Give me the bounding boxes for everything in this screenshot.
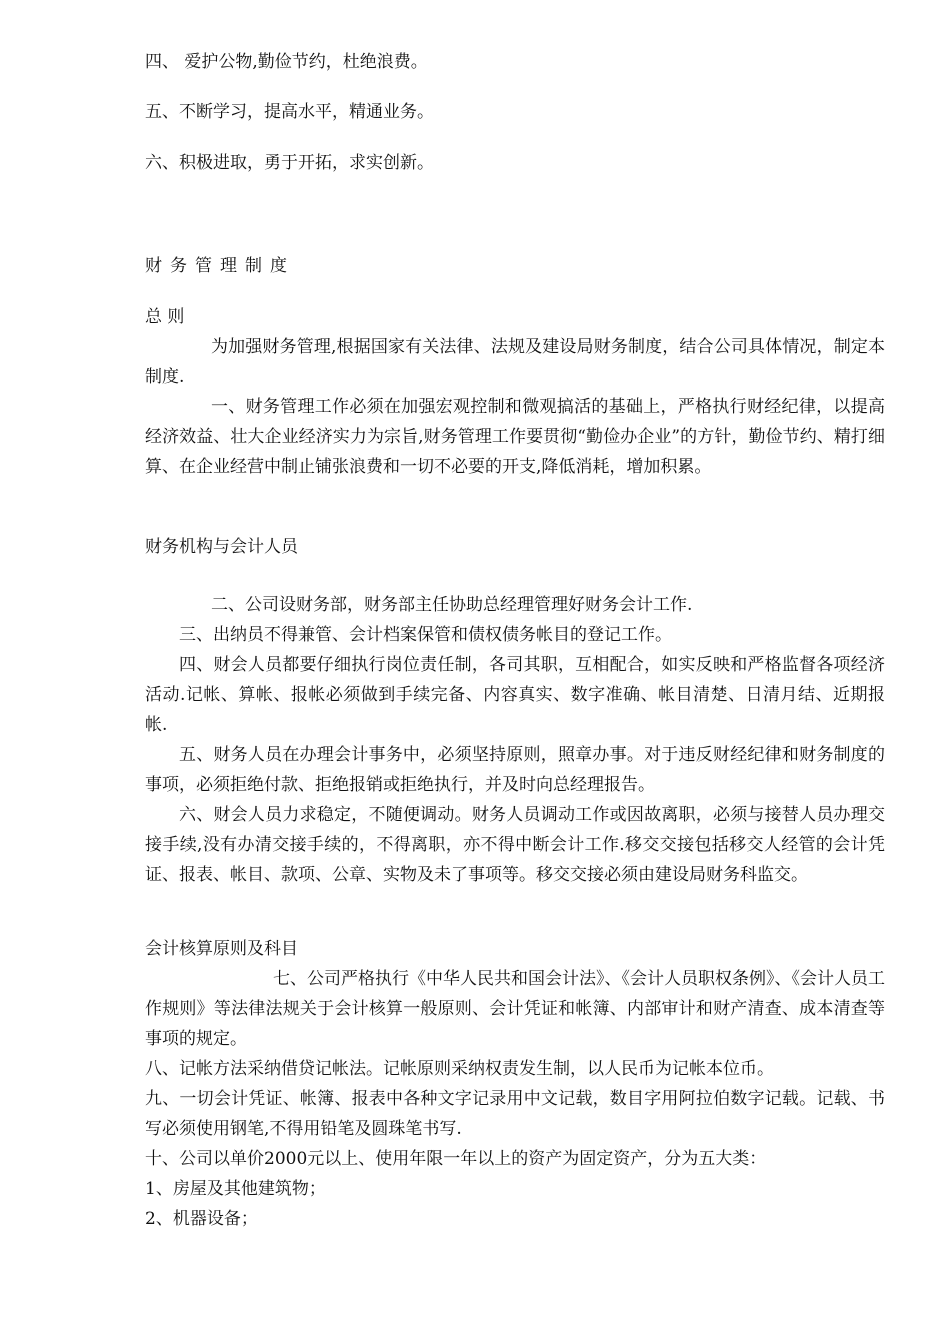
paragraph-intro: 为加强财务管理,根据国家有关法律、法规及建设局财务制度，结合公司具体情况，制定本制度. <box>145 337 885 387</box>
document-title: 财务管理制度 <box>145 256 295 276</box>
list-item-4: 四、 爱护公物,勤俭节约，杜绝浪费。 <box>145 52 428 72</box>
section-heading-accounting: 会计核算原则及科目 <box>145 939 298 959</box>
paragraph-6: 六、财会人员力求稳定，不随便调动。财务人员调动工作或因故离职，必须与接替人员办理交接手续,没有办清交接手续的，不得离职，亦不得中断会计工作.移交交接包括移交人经管的会计凭证、报表、帐目、款项、公章、实物及未了事项等。移交交接必须由建设局财务科监交。 <box>145 805 885 885</box>
organization-section <box>145 590 885 890</box>
list-item-fixed-asset-1: 1、房屋及其他建筑物； <box>145 1179 326 1199</box>
paragraph-9: 九、一切会计凭证、帐簿、报表中各种文字记录用中文记载，数目字用阿拉伯数字记载。记载、书写必须使用钢笔,不得用铅笔及圆珠笔书写. <box>145 1089 885 1139</box>
list-item-fixed-asset-2: 2、机器设备； <box>145 1209 258 1229</box>
paragraph-7: 七、公司严格执行《中华人民共和国会计法》、《会计人员职权条例》、《会计人员工作规则》等法律法规关于会计核算一般原则、会计凭证和帐簿、内部审计和财产清查、成本清查等事项的规定。 <box>145 969 885 1049</box>
list-item-5: 五、不断学习，提高水平，精通业务。 <box>145 102 434 122</box>
general-heading: 总 则 <box>145 307 185 327</box>
accounting-section <box>145 964 885 1234</box>
paragraph-8: 八、记帐方法采纳借贷记帐法。记帐原则采纳权责发生制，以人民币为记帐本位币。 <box>145 1059 774 1079</box>
list-item-6: 六、积极进取，勇于开拓，求实创新。 <box>145 153 434 173</box>
general-section <box>145 332 885 482</box>
paragraph-10: 十、公司以单价2000元以上、使用年限一年以上的资产为固定资产，分为五大类： <box>145 1149 767 1169</box>
paragraph-3: 三、出纳员不得兼管、会计档案保管和债权债务帐目的登记工作。 <box>179 625 672 645</box>
paragraph-2: 二、公司设财务部，财务部主任协助总经理管理好财务会计工作. <box>211 595 693 615</box>
paragraph-5: 五、财务人员在办理会计事务中，必须坚持原则，照章办事。对于违反财经纪律和财务制度的事项，必须拒绝付款、拒绝报销或拒绝执行，并及时向总经理报告。 <box>145 745 885 795</box>
paragraph-4: 四、财会人员都要仔细执行岗位责任制，各司其职，互相配合，如实反映和严格监督各项经济活动.记帐、算帐、报帐必须做到手续完备、内容真实、数字准确、帐目清楚、日清月结、近期报帐. <box>145 655 885 735</box>
section-heading-organization: 财务机构与会计人员 <box>145 537 298 557</box>
paragraph-1: 一、财务管理工作必须在加强宏观控制和微观搞活的基础上，严格执行财经纪律，以提高经济效益、壮大企业经济实力为宗旨,财务管理工作要贯彻“勤俭办企业”的方针，勤俭节约、精打细算、在企业经营中制止铺张浪费和一切不必要的开支,降低消耗，增加积累。 <box>145 397 885 477</box>
